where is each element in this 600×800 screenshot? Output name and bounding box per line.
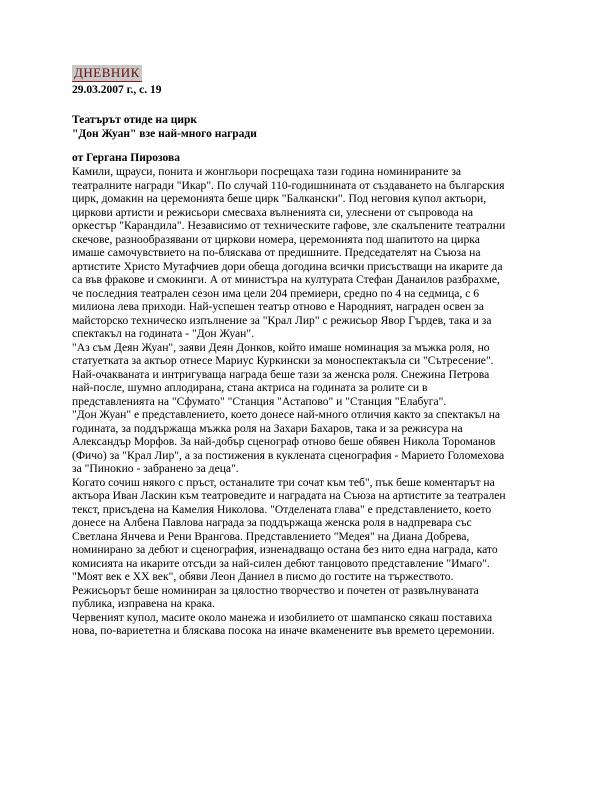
- body-line: текст, присъдена на Камелия Николова. "Отделената глава" е представлението, което: [72, 502, 492, 516]
- body-line: цирк, домакин на церемонията беше цирк "Балкански". Под неговия купол актьори,: [72, 192, 487, 205]
- body-line: циркови артисти и режисьори смесваха вълненията си, улеснени от съпровода на: [72, 205, 474, 219]
- body-line: за "Пинокио - забранено за деца".: [72, 462, 239, 475]
- body-line: комисията на икарите отсъди за най-силен дебют танцовото представление "Имаго".: [72, 556, 490, 570]
- body-line: Режисьорът беше номиниран за цялостно творчество и почетен от развълнуваната: [72, 583, 479, 597]
- body-line: "Дон Жуан" е представлението, което донесе най-много отличия както за спектакъл на: [72, 408, 501, 421]
- body-line: статуетката за актьор отнесе Мариус Куркински за моноспектакъла си "Сътресение".: [72, 354, 494, 367]
- body-line: Червеният купол, масите около манежа и изобилието от шампанско сякаш поставиха: [72, 610, 493, 624]
- body-line: публика, изправена на крака.: [72, 597, 215, 610]
- byline: от Гергана Пирозова: [72, 152, 180, 164]
- body-line: "Аз съм Деян Жуан", заяви Деян Донков, който имаше номинация за мъжка роля, но: [72, 340, 490, 354]
- body-line: представленията на "Сфумато" "Станция "Астапово" и "Станция "Елабуга".: [72, 394, 447, 408]
- body-line: скечове, разнообразявани от циркови номера, церемонията под шапитото на цирка: [72, 232, 480, 246]
- body-line: (Фичо) за "Крал Лир", а за постижения в куклената сценография - Марието Голомехова: [72, 448, 505, 462]
- article-body: [72, 165, 532, 638]
- body-line: спектакъл на годината - "Дон Жуан".: [72, 327, 254, 340]
- body-line: Когато сочиш някого с пръст, останалите три сочат към теб", пък беше коментарът на: [72, 475, 495, 489]
- body-line: Светлана Янчева и Рени Врангова. Представлението "Медея" на Диана Добрева,: [72, 529, 470, 543]
- body-line: Камили, щрауси, понита и жонгльори посрещаха тази година номинираните за: [72, 165, 462, 178]
- body-line: "Моят век е ХХ век", обяви Леон Даниел в писмо до гостите на тържеството.: [72, 570, 454, 583]
- publication-masthead: ДНЕВНИК: [74, 65, 140, 80]
- body-line: номинирано за дебют и сценография, изненадващо остана без нито една награда, като: [72, 543, 498, 556]
- dateline: 29.03.2007 г., с. 19: [72, 84, 162, 96]
- body-line: Най-очакваната и интригуваща награда беше тази за женска роля. Снежина Петрова: [72, 367, 490, 381]
- body-line: майсторско техническо изпълнение за "Крал Лир" с режисьор Явор Гърдев, така и за: [72, 313, 492, 327]
- body-line: нова, по-вариететна и бляскава посока на иначе вкаменените във времето церемонии.: [72, 624, 495, 637]
- body-line: са във фракове и смокинги. А от министъра на културата Стефан Данаилов разбрахме,: [72, 273, 500, 286]
- headline-line-1: Театърът отиде на цирк: [72, 114, 197, 126]
- headline-line-2: "Дон Жуан" взе най-много награди: [72, 128, 257, 140]
- body-line: милиона лева приходи. Най-успешен театър отново е Народният, награден освен за: [72, 300, 484, 313]
- body-line: най-после, шумно аплодирана, стана актриса на годината за ролите си в: [72, 381, 428, 394]
- body-line: годината, за поддържаща мъжка роля на Захари Бахаров, така и за режисура на: [72, 421, 463, 435]
- body-line: донесе на Албена Павлова награда за поддържаща женска роля в надпревара със: [72, 516, 472, 529]
- body-line: артистите Христо Мутафчиев дори обеща догодина всички присъстващи на икарите да: [72, 259, 503, 273]
- body-line: оркестър "Карандила". Независимо от техническите гафове, зле скалъпените театрални: [72, 219, 506, 232]
- body-line: Александър Морфов. За най-добър сценограф отново беше обявен Никола Тороманов: [72, 435, 496, 448]
- body-line: че последния театрален сезон има цели 204 премиери, средно по 4 на седмица, с 6: [72, 286, 480, 300]
- body-line: имаше самочувствието на по-бляскава от предишните. Председателят на Съюза на: [72, 246, 481, 259]
- body-line: актьора Иван Ласкин към театроведите и наградата на Съюза на артистите за театрален: [72, 489, 506, 502]
- body-line: театралните награди "Икар". По случай 110-годишнината от създаването на българския: [72, 178, 505, 192]
- headline: [72, 113, 257, 141]
